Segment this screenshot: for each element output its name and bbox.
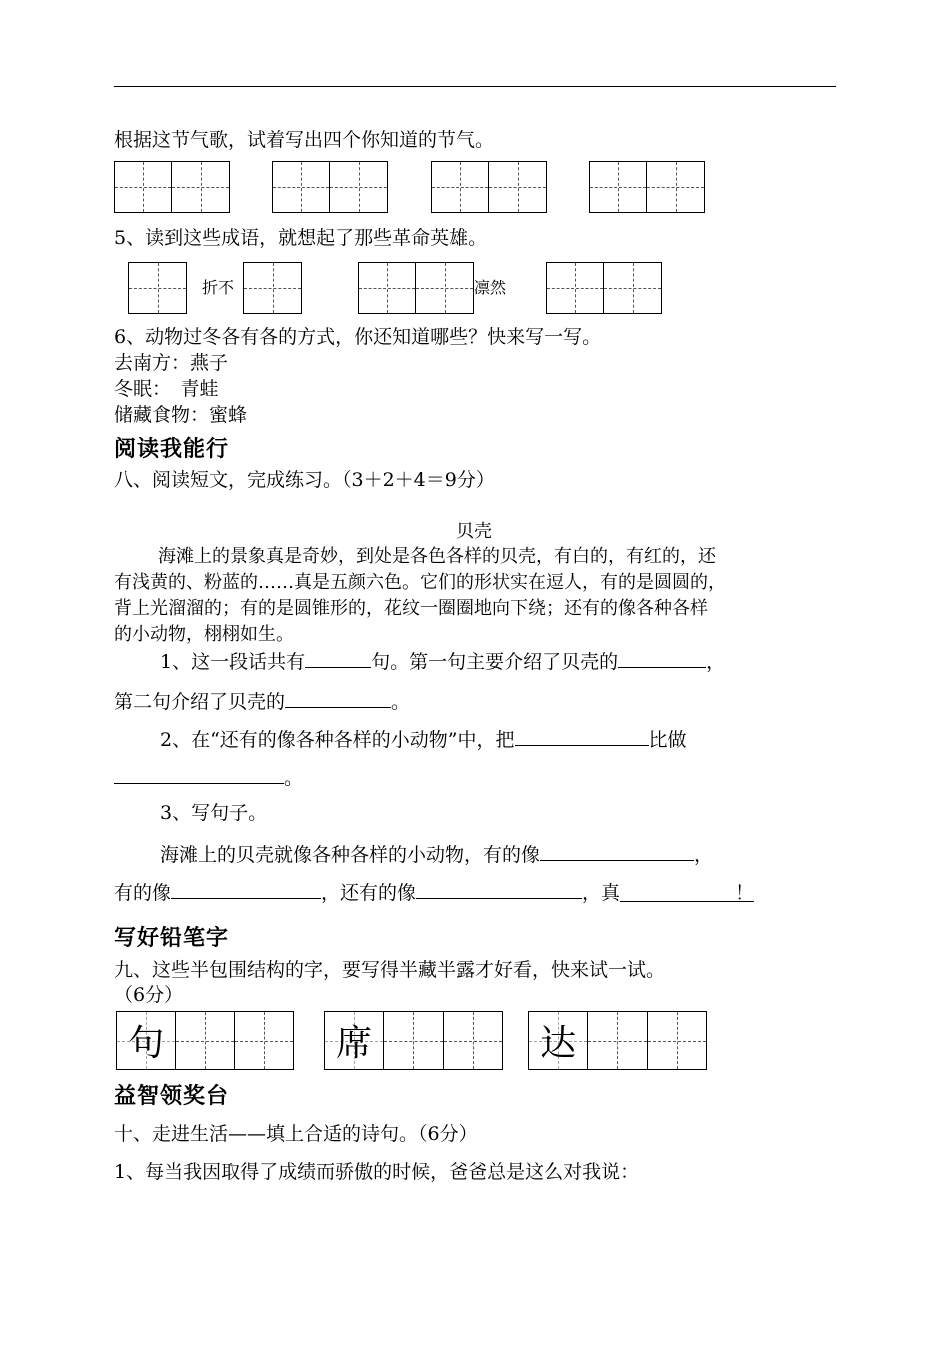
ex2-text-b: 比做: [648, 729, 687, 751]
ex3-blank-2[interactable]: [171, 878, 321, 899]
ex2-text-c: 。: [284, 767, 304, 789]
char-cell-model-3: [529, 1012, 588, 1069]
q4-prompt: 根据这节气歌，试着写出四个你知道的节气。: [114, 129, 495, 151]
ex3-text-c: ，: [694, 844, 714, 866]
ex2-text-a: 2、在“还有的像各种各样的小动物”中，把: [160, 729, 515, 751]
ex3-text-f: ，真: [582, 882, 621, 904]
ex3-text-d: 有的像: [114, 882, 172, 904]
char-cell-model-2: [325, 1012, 384, 1069]
ex1-text-e: 。: [391, 691, 411, 713]
char-grid-3: [528, 1011, 707, 1070]
q6-prompt: 6、动物过冬各有各的方式，你还知道哪些？快来写一写。: [114, 326, 602, 348]
passage-title: 贝壳: [456, 521, 492, 542]
ex1-text-a: 1、这一段话共有: [160, 651, 306, 673]
q9-score: （6分）: [114, 984, 184, 1006]
idiom2-box-2[interactable]: [546, 262, 662, 314]
ex2-line-1: [160, 725, 687, 752]
ex3-heading: 3、写句子。: [160, 802, 268, 824]
ex1-blank-first[interactable]: [618, 647, 706, 668]
idiom1-box-1[interactable]: [128, 262, 187, 314]
char-grid-1: [116, 1011, 294, 1070]
idiom1-box-2[interactable]: [243, 262, 302, 314]
ex1-text-b: 句。第一句主要介绍了贝壳的: [371, 651, 619, 673]
ex2-blank-1[interactable]: [515, 725, 649, 746]
ex1-text-c: ，: [706, 651, 726, 673]
section-reading-header: 阅读我能行: [114, 437, 230, 462]
ex1-line-1: [160, 647, 725, 674]
char-practice-3b[interactable]: [648, 1012, 706, 1069]
ex1-text-d: 第二句介绍了贝壳的: [114, 691, 286, 713]
ex1-blank-second[interactable]: [285, 687, 391, 708]
passage-line-3: 背上光溜溜的；有的是圆锥形的，花纹一圈圈地向下绕；还有的像各种各样: [114, 598, 708, 619]
ex3-blank-4[interactable]: [620, 881, 754, 902]
passage-line-4: 的小动物，栩栩如生。: [114, 624, 294, 645]
q6-line-1: 去南方：燕子: [114, 352, 229, 374]
q6-line-3: 储藏食物：蜜蜂: [114, 404, 248, 426]
ex3-text-e: ，还有的像: [321, 882, 417, 904]
top-rule: [114, 86, 836, 87]
q6-line-2: 冬眠： 青蛙: [114, 378, 219, 400]
idiom2-text: 凛然: [474, 278, 507, 297]
ex1-blank-count[interactable]: [305, 647, 371, 668]
solar-term-box-2[interactable]: [272, 161, 388, 213]
char-practice-3a[interactable]: [588, 1012, 647, 1069]
char-practice-1b[interactable]: [235, 1012, 293, 1069]
passage-line-2: 有浅黄的、粉蓝的……真是五颜六色。它们的形状实在逗人，有的是圆圆的，: [114, 572, 726, 593]
section-writing-header: 写好铅笔字: [114, 926, 230, 951]
passage-line-1: 海滩上的景象真是奇妙，到处是各色各样的贝壳，有白的，有红的，还: [158, 546, 716, 567]
q8-prompt: 八、阅读短文，完成练习。（3＋2＋4＝9分）: [114, 469, 495, 491]
ex3-line-1: [160, 840, 713, 867]
char-cell-model-1: [117, 1012, 176, 1069]
section-puzzle-header: 益智领奖台: [114, 1084, 230, 1109]
ex3-text-g: ！: [735, 882, 755, 904]
model-char-2: 席: [336, 1023, 373, 1064]
q9-prompt: 九、这些半包围结构的字，要写得半藏半露才好看，快来试一试。: [114, 959, 666, 981]
ex3-blank-1[interactable]: [540, 840, 694, 861]
solar-term-box-1[interactable]: [114, 161, 230, 213]
q10-prompt: 十、走进生活——填上合适的诗句。（6分）: [114, 1123, 478, 1145]
ex3-text-b: 海滩上的贝壳就像各种各样的小动物，有的像: [160, 844, 541, 866]
char-grid-2: [324, 1011, 503, 1070]
q5-prompt: 5、读到这些成语，就想起了那些革命英雄。: [114, 227, 488, 249]
solar-term-box-4[interactable]: [589, 161, 705, 213]
char-practice-1a[interactable]: [176, 1012, 234, 1069]
idiom2-box-1[interactable]: [358, 262, 474, 314]
char-practice-2b[interactable]: [444, 1012, 502, 1069]
idiom1-text: 折不: [202, 278, 235, 297]
ex3-line-2: [114, 878, 754, 905]
q10-item-1: 1、每当我因取得了成绩而骄傲的时候，爸爸总是这么对我说：: [114, 1161, 640, 1183]
solar-term-box-3[interactable]: [431, 161, 547, 213]
ex3-blank-3[interactable]: [416, 878, 582, 899]
ex2-blank-2[interactable]: [114, 763, 284, 784]
ex1-line-2: [114, 687, 410, 714]
model-char-3: 达: [540, 1023, 577, 1064]
char-practice-2a[interactable]: [384, 1012, 443, 1069]
model-char-1: 句: [128, 1023, 165, 1064]
ex2-line-2: [114, 763, 303, 790]
